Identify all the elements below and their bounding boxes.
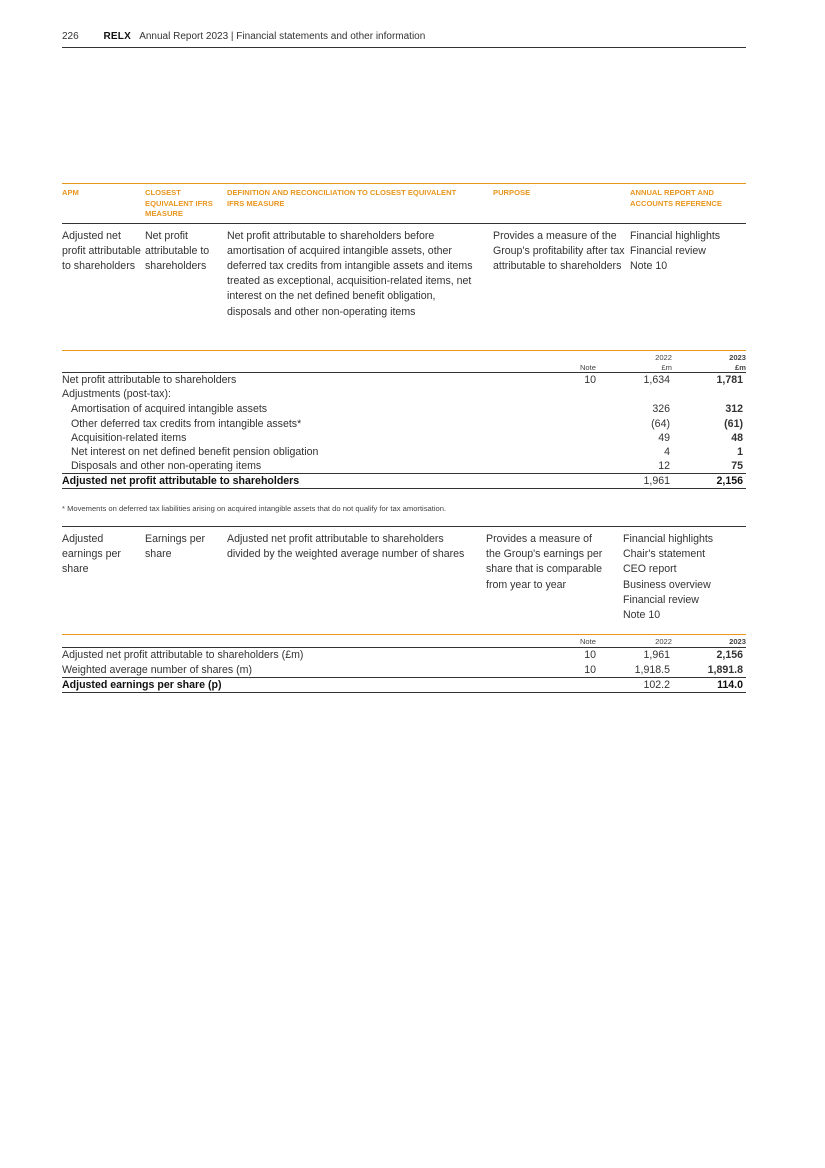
table-row (62, 663, 746, 678)
total-label: Adjusted earnings per share (p) (62, 678, 552, 693)
reference-item: Note 10 (623, 609, 661, 622)
row-label: Acquisition-related items (71, 432, 187, 445)
note-header: Note (552, 635, 596, 648)
total-2023: 114.0 (672, 678, 746, 693)
col-apm: APM (62, 184, 145, 224)
reference-item: Note 10 (630, 259, 668, 272)
row-2023: 1,781 (716, 374, 743, 387)
row-label: Other deferred tax credits from intangible assets* (71, 418, 302, 431)
page-number: 226 (62, 31, 79, 42)
table-row (62, 459, 746, 474)
apm-row-eps (62, 527, 746, 624)
row-label: Net profit attributable to shareholders (62, 374, 237, 387)
row-2023: 48 (731, 432, 743, 445)
total-label: Adjusted net profit attributable to shareholders (62, 474, 552, 489)
row-2022: 1,961 (643, 649, 670, 662)
reference-item: Financial highlights (623, 533, 714, 545)
row-2023: 2,156 (716, 649, 743, 662)
reconciliation-table-net-profit (62, 350, 746, 489)
row-note: 10 (552, 663, 596, 678)
row-2023: 1 (737, 446, 743, 459)
reconciliation-table-eps (62, 634, 746, 693)
reference-item: Business overview (623, 578, 711, 591)
col-purpose: PURPOSE (493, 184, 630, 224)
col-closest: CLOSEST EQUIVALENT IFRS MEASURE (145, 184, 227, 224)
apm-reference (623, 527, 746, 624)
row-label: Net interest on net defined benefit pension obligation (71, 446, 319, 459)
row-2023: 75 (672, 459, 746, 474)
apm-purpose: Provides a measure of the Group's profitability after tax attributable to shareholders (493, 229, 625, 272)
reference-item: CEO report (623, 563, 677, 576)
col-reference: ANNUAL REPORT AND ACCOUNTS REFERENCE (630, 184, 746, 224)
apm-table-net-profit (62, 183, 746, 320)
table-row (62, 431, 746, 445)
total-2023: 2,156 (672, 474, 746, 489)
year-2022-header: 2022 £m (596, 351, 672, 373)
reference-item: Chair's statement (623, 548, 706, 561)
note-header: Note (552, 351, 596, 373)
row-2022: 1,918.5 (596, 663, 672, 678)
apm-purpose: Provides a measure of the Group's earnings per share that is comparable from year to year (486, 527, 623, 624)
year-2023-header: 2023 (672, 635, 746, 648)
row-2022: 12 (596, 459, 672, 474)
table-header-row (62, 351, 746, 373)
row-note: 10 (584, 649, 596, 662)
row-2023: (61) (724, 418, 743, 431)
apm-table-eps (62, 526, 746, 623)
row-note: 10 (584, 374, 596, 387)
row-label: Disposals and other non-operating items (62, 459, 552, 474)
total-2022: 1,961 (596, 474, 672, 489)
col-definition: DEFINITION AND RECONCILIATION TO CLOSEST EQUIVALENT IFRS MEASURE (227, 184, 493, 224)
table-row (62, 401, 746, 417)
reference-item: Financial review (623, 593, 699, 606)
table-row (62, 387, 746, 401)
table-row (62, 647, 746, 663)
row-2022: 49 (658, 432, 670, 445)
brand-name: RELX (103, 31, 131, 42)
row-2022: 326 (652, 403, 670, 416)
row-label: Adjusted net profit attributable to shareholders (£m) (62, 649, 304, 662)
table-row (62, 417, 746, 431)
table-header-row (62, 635, 746, 648)
apm-definition: Adjusted net profit attributable to shareholders divided by the weighted average number of shares (227, 527, 486, 624)
row-2022: 1,634 (643, 374, 670, 387)
apm-name: Adjusted earnings per share (62, 527, 145, 624)
total-2022: 102.2 (596, 678, 672, 693)
row-label: Weighted average number of shares (m) (62, 663, 552, 678)
apm-name: Adjusted net profit attributable to shareholders (62, 229, 141, 272)
row-2023: 312 (725, 403, 743, 416)
apm-header-row (62, 184, 746, 224)
page-header (62, 31, 746, 48)
row-2022: (64) (651, 418, 670, 431)
table-row (62, 445, 746, 459)
total-row (62, 474, 746, 489)
row-label: Amortisation of acquired intangible assets (71, 403, 268, 416)
apm-row-net-profit (62, 223, 746, 320)
report-title: Annual Report 2023 | Financial statements and other information (139, 31, 426, 42)
apm-definition: Net profit attributable to shareholders before amortisation of acquired intangible assets, other deferred tax credits from intangible assets and items treated as exceptional, acquisition-related items, net interest on the net defined benefit obligation, disposals and other non-operating items (227, 229, 473, 318)
row-2022: 4 (664, 446, 670, 459)
footnote: * Movements on deferred tax liabilities arising on acquired intangible assets that do not qualify for tax amortisation. (62, 504, 447, 513)
reference-item: Financial review (630, 244, 706, 257)
apm-closest: Earnings per share (145, 527, 227, 624)
year-2023-header: 2023 £m (672, 351, 746, 373)
year-2022-header: 2022 (596, 635, 672, 648)
apm-reference (630, 223, 746, 320)
reference-item: Financial highlights (630, 229, 721, 242)
total-row (62, 678, 746, 693)
table-row (62, 373, 746, 388)
row-2023: 1,891.8 (672, 663, 746, 678)
row-label: Adjustments (post-tax): (62, 388, 171, 401)
apm-closest: Net profit attributable to shareholders (145, 229, 210, 272)
